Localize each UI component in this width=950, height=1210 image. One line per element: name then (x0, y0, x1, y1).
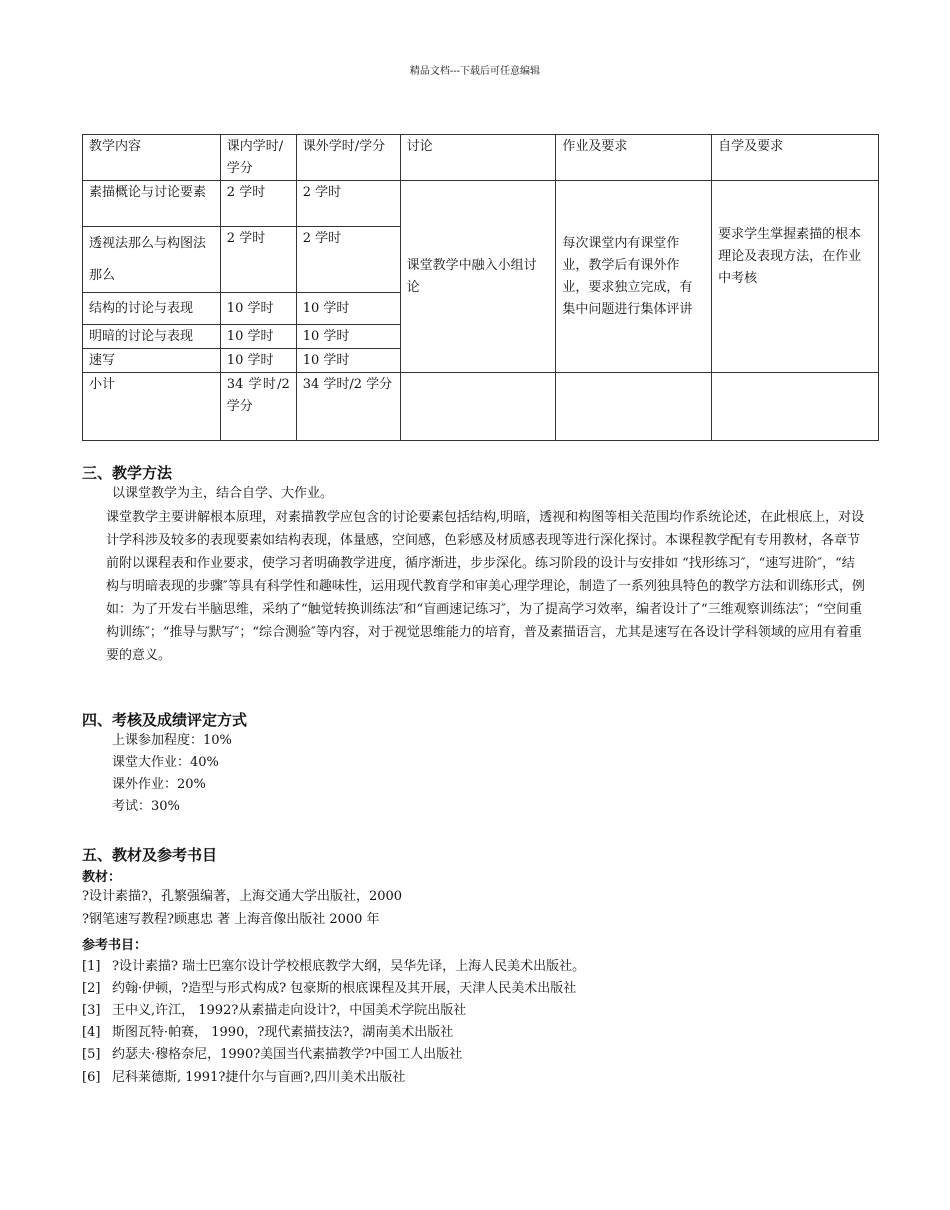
subtotal-in-hours: 34 学时/2 学分 (220, 373, 296, 441)
header-cell: 课内学时/学分 (220, 135, 296, 181)
section5-title: 五、教材及参考书目 (82, 846, 218, 864)
references-label: 参考书目： (82, 938, 148, 953)
self-study-cell: 要求学生掌握素描的根本理论及表现方法，在作业中考核 (712, 181, 879, 373)
reference-number: [2] (82, 981, 101, 996)
assessment-item: 上课参加程度：10% (112, 733, 232, 748)
course-schedule-table (82, 134, 879, 441)
reference-text: 斯图瓦特·帕赛， 1990，?现代素描技法?，湖南美术出版社 (112, 1025, 454, 1040)
content-cell: 速写 (83, 349, 221, 373)
out-hours-cell: 2 学时 (296, 227, 400, 293)
header-cell: 自学及要求 (712, 135, 879, 181)
reference-item (82, 1021, 453, 1040)
in-hours-cell: 2 学时 (220, 181, 296, 227)
reference-number: [4] (82, 1025, 101, 1040)
page-header: 精品文档---下载后可任意编辑 (409, 66, 541, 77)
reference-text: 约翰·伊顿，?造型与形式构成? 包豪斯的根底课程及其开展，天津人民美术出版社 (112, 981, 577, 996)
in-hours-cell: 2 学时 (220, 227, 296, 293)
out-hours-cell: 10 学时 (296, 325, 400, 349)
subtotal-out-hours: 34 学时/2 学分 (296, 373, 400, 441)
textbook-item: ?钢笔速写教程?顾惠忠 著 上海音像出版社 2000 年 (82, 912, 380, 927)
reference-text: 王中义,许江， 1992?从素描走向设计?，中国美术学院出版社 (112, 1003, 467, 1018)
section3-title: 三、教学方法 (82, 464, 173, 482)
homework-cell: 每次课堂内有课堂作业，教学后有课外作业，要求独立完成，有集中问题进行集体评讲 (556, 181, 712, 373)
table-row (83, 181, 879, 227)
header-cell: 教学内容 (83, 135, 221, 181)
assessment-item: 课外作业：20% (112, 777, 206, 792)
reference-text: 约瑟夫·穆格奈尼，1990?美国当代素描教学?中国工人出版社 (112, 1047, 463, 1062)
reference-item (82, 1066, 405, 1085)
empty-cell (556, 373, 712, 441)
reference-number: [3] (82, 1003, 101, 1018)
subtotal-label: 小计 (83, 373, 221, 441)
section4-title: 四、考核及成绩评定方式 (82, 711, 248, 729)
reference-item (82, 955, 585, 974)
header-cell: 作业及要求 (556, 135, 712, 181)
section3-intro: 以课堂教学为主，结合自学、大作业。 (112, 486, 334, 501)
content-cell: 明暗的讨论与表现 (83, 325, 221, 349)
content-cell: 素描概论与讨论要素 (83, 181, 221, 227)
header-cell: 课外学时/学分 (296, 135, 400, 181)
empty-cell (712, 373, 879, 441)
reference-text: ?设计素描? 瑞士巴塞尔设计学校根底教学大纲，吴华先译，上海人民美术出版社。 (112, 959, 586, 974)
reference-number: [5] (82, 1047, 101, 1062)
header-cell: 讨论 (400, 135, 556, 181)
empty-cell (400, 373, 556, 441)
reference-number: [1] (82, 959, 101, 974)
in-hours-cell: 10 学时 (220, 293, 296, 325)
reference-item (82, 1043, 462, 1062)
assessment-item: 考试：30% (112, 799, 180, 814)
content-cell: 透视法那么与构图法那么 (83, 227, 221, 293)
textbook-item: ?设计素描?，孔繁强编著，上海交通大学出版社，2000 (82, 889, 403, 904)
out-hours-cell: 10 学时 (296, 349, 400, 373)
discussion-cell: 课堂教学中融入小组讨论 (400, 181, 556, 373)
in-hours-cell: 10 学时 (220, 325, 296, 349)
reference-text: 尼科莱德斯, 1991?捷什尔与盲画?,四川美术出版社 (112, 1070, 406, 1085)
subtotal-row (83, 373, 879, 441)
textbook-label: 教材： (82, 870, 122, 885)
table-header-row (83, 135, 879, 181)
in-hours-cell: 10 学时 (220, 349, 296, 373)
out-hours-cell: 2 学时 (296, 181, 400, 227)
out-hours-cell: 10 学时 (296, 293, 400, 325)
reference-number: [6] (82, 1070, 101, 1085)
reference-item (82, 977, 576, 996)
section3-body: 课堂教学主要讲解根本原理，对素描教学应包含的讨论要素包括结构,明暗，透视和构图等相关范围均作系统论述，在此根底上，对设计学科涉及较多的表现要素如结构表现，体量感，空间感，色彩感及材质感表现等进行深化探讨。本课程教学配有专用教材，各章节前附以课程表和作业要求，使学习者明确教学进度，循序渐进，步步深化。练习阶段的设计与安排如 “找形练习″，“速写进阶″，“结构与明暗表现的步骤″等具有科学性和趣味性，运用现代教育学和审美心理学理论，制造了一系列独具特色的教学方法和训练形式，例如：为了开发右半脑思维，采纳了“触觉转换训练法″和“盲画速记练习″，为了提高学习效率，编者设计了“三维观察训练法″；“空间重构训练″；“推导与默写″；“综合测验″等内容，对于视觉思维能力的培育，普及素描语言，尤其是速写在各设计学科领域的应用有着重要的意义。 (106, 510, 865, 663)
reference-item (82, 999, 466, 1018)
content-cell: 结构的讨论与表现 (83, 293, 221, 325)
assessment-item: 课堂大作业：40% (112, 755, 219, 770)
